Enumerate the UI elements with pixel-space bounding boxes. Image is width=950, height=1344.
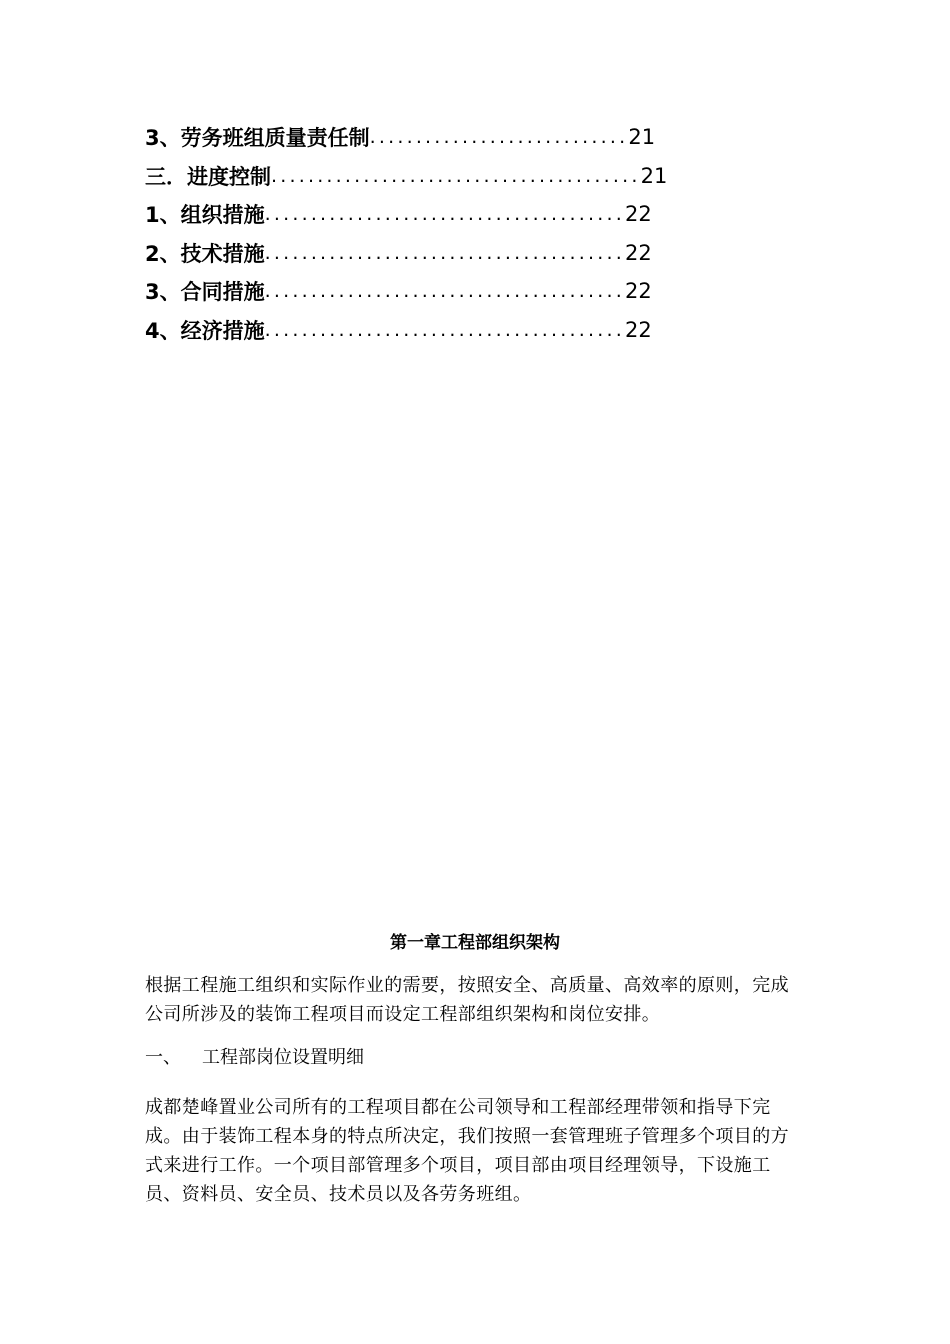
- section-heading: [145, 1043, 364, 1069]
- toc-entry[interactable]: [145, 234, 785, 273]
- toc-entry-title: 1、组织措施: [145, 203, 265, 228]
- toc-page-number: 21: [640, 163, 668, 188]
- toc-entry[interactable]: [145, 195, 785, 234]
- toc-entry-title: 三．进度控制: [145, 164, 271, 189]
- toc-page-number: 22: [624, 202, 652, 227]
- toc-entry[interactable]: [145, 272, 785, 311]
- toc-entry[interactable]: [145, 311, 785, 350]
- toc-leader-dots: .......................................: [264, 280, 625, 303]
- toc-entry-title: 2、技术措施: [145, 241, 265, 266]
- body-paragraph: 成都楚峰置业公司所有的工程项目都在公司领导和工程部经理带领和指导下完成。由于装饰工程本身的特点所决定，我们按照一套管理班子管理多个项目的方式来进行工作。一个项目部管理多个项目，项目部由项目经理领导，下设施工员、资料员、安全员、技术员以及各劳务班组。: [145, 1097, 789, 1205]
- toc-entry-title: 4、经济措施: [145, 318, 265, 343]
- toc-entry[interactable]: [145, 157, 785, 196]
- toc-entry-title: 3、合同措施: [145, 280, 265, 305]
- toc-leader-dots: .......................................: [264, 241, 625, 264]
- toc-page-number: 22: [624, 279, 652, 304]
- toc-entry-title: 3、劳务班组质量责任制: [145, 126, 370, 151]
- section-title: 工程部岗位设置明细: [202, 1047, 364, 1068]
- toc-leader-dots: ........................................: [271, 164, 641, 187]
- chapter-title: 第一章工程部组织架构: [390, 933, 560, 953]
- table-of-contents: [145, 118, 785, 349]
- toc-leader-dots: .......................................: [264, 203, 625, 226]
- toc-leader-dots: ............................: [369, 126, 629, 149]
- toc-page-number: 21: [628, 125, 656, 150]
- toc-page-number: 22: [624, 240, 652, 265]
- section-number: 一、: [145, 1047, 181, 1068]
- toc-leader-dots: .......................................: [264, 318, 625, 341]
- intro-paragraph: 根据工程施工组织和实际作业的需要，按照安全、高质量、高效率的原则，完成公司所涉及的装饰工程项目而设定工程部组织架构和岗位安排。: [145, 975, 789, 1025]
- toc-page-number: 22: [624, 317, 652, 342]
- toc-entry[interactable]: [145, 118, 785, 157]
